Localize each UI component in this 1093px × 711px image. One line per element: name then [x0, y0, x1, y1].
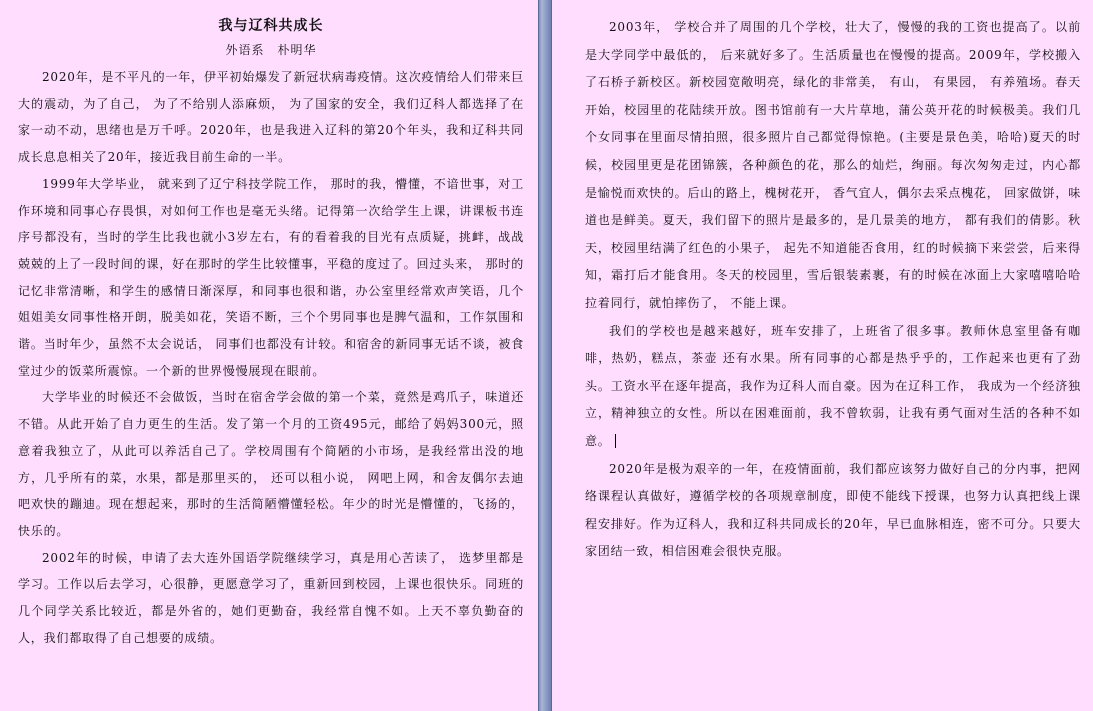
paragraph: 大学毕业的时候还不会做饭，当时在宿舍学会做的第一个菜，竟然是鸡爪子，味道还不错。从此开始了自力更生的生活。发了第一个月的工资495元，邮给了妈妈300元，照意着我独立了，从此可以养活自己了。学校周围有个简陋的小市场，是我经常出没的地方，几乎所有的菜，水果，都是那里买的， 还可以租小说， 网吧上网，和舍友偶尔去迪吧欢快的蹦迪。现在想起来，那时的生活简陋懵懂轻松。年少的时光是懵懂的，飞扬的， 快乐的。	[18, 390, 524, 538]
paragraph: 2020年是极为艰辛的一年，在疫情面前，我们都应该努力做好自己的分内事，把网络课程认真做好，遵循学校的各项规章制度，即使不能线下授课，也努力认真把线上课程安排好。作为辽科人，我和辽科共同成长的20年，早已血脉相连，密不可分。只要大家团结一致，相信困难会很快克服。	[585, 461, 1081, 559]
document-page-right[interactable]	[552, 0, 1093, 711]
document-page-left[interactable]	[0, 0, 538, 711]
paragraph: 2002年的时候，申请了去大连外国语学院继续学习，真是用心苦读了， 选梦里都是学习。工作以后去学习，心很静，更愿意学习了，重新回到校园，上课也很快乐。同班的几个同学关系比较近，都是外省的，她们更勤奋，我经常自愧不如。上天不辜负勤奋的人，我们都取得了自己想要的成绩。	[18, 550, 524, 645]
page-gutter	[538, 0, 552, 711]
document-author: 外语系 朴明华	[225, 43, 317, 57]
document-title: 我与辽科共成长	[218, 18, 324, 34]
paragraph: 2003年， 学校合并了周围的几个学校，壮大了，慢慢的我的工资也提高了。以前是大学同学中最低的， 后来就好多了。生活质量也在慢慢的提高。2009年，学校搬入了石桥子新校区。新校园宽敞明亮，绿化的非常美， 有山， 有果园， 有养殖场。春天开始，校园里的花陆续开放。图书馆前有一大片草地，蒲公英开花的时候极美。我们几个女同事在里面尽情拍照，很多照片自己都觉得惊艳。(主要是景色美，哈哈)夏天的时候，校园里更是花团锦簇，各种颜色的花，那么的灿烂，绚丽。每次匆匆走过，内心都是愉悦而欢快的。后山的路上，槐树花开， 香气宜人，偶尔去采点槐花， 回家做饼，味道也是鲜美。夏天，我们留下的照片是最多的，是几景美的地方， 都有我们的倩影。秋天，校园里结满了红色的小果子， 起先不知道能否食用，红的时候摘下来尝尝，后来得知，霜打后才能食用。冬天的校园里，雪后银装素裹，有的时候在冰面上大家嘻嘻哈哈拉着同行，就怕摔伤了， 不能上课。	[585, 20, 1081, 310]
paragraph: 1999年大学毕业， 就来到了辽宁科技学院工作， 那时的我，懵懂，不谙世事，对工作环境和同事心存畏惧，对如何工作也是毫无头绪。记得第一次给学生上课，讲课板书连序号都没有，当时的学生比我也就小3岁左右，有的看着我的目光有点质疑，挑衅，战战兢兢的上了一段时间的课，好在那时的学生比较懂事，平稳的度过了。回过头来， 那时的记忆非常清晰，和学生的感情日渐深厚，和同事也很和谐，办公室里经常欢声笑语，几个姐姐美女同事性格开朗，脱美如花，笑语不断，三个个男同事也是脾气温和，工作氛围和谐。当时年少，虽然不太会说话， 同事们也都没有计较。和宿舍的新同事无话不谈，被食堂过少的饭菜所震惊。一个新的世界慢慢展现在眼前。	[18, 176, 524, 378]
paragraph-text: 我们的学校也是越来越好，班车安排了，上班省了很多事。教师休息室里备有咖啡，热奶，糕点，茶壶 还有水果。所有同事的心都是热乎乎的，工作起来也更有了劲头。工资水平在逐年提高，我作为辽科人而自豪。因为在辽科工作， 我成为一个经济独立，精神独立的女性。所以在困难面前，我不曾软弱，让我有勇气面对生活的各种不如意。	[585, 323, 1081, 448]
paragraph	[585, 318, 1081, 456]
paragraph: 2020年，是不平凡的一年，伊平初始爆发了新冠状病毒疫情。这次疫情给人们带来巨大的震动，为了自己， 为了不给别人添麻烦， 为了国家的安全，我们辽科人都选择了在家一动不动，思绪也是万千呼。2020年，也是我进入辽科的第20个年头，我和辽科共同成长息息相关了20年，接近我目前生命的一半。	[18, 70, 524, 165]
text-cursor	[615, 434, 616, 448]
